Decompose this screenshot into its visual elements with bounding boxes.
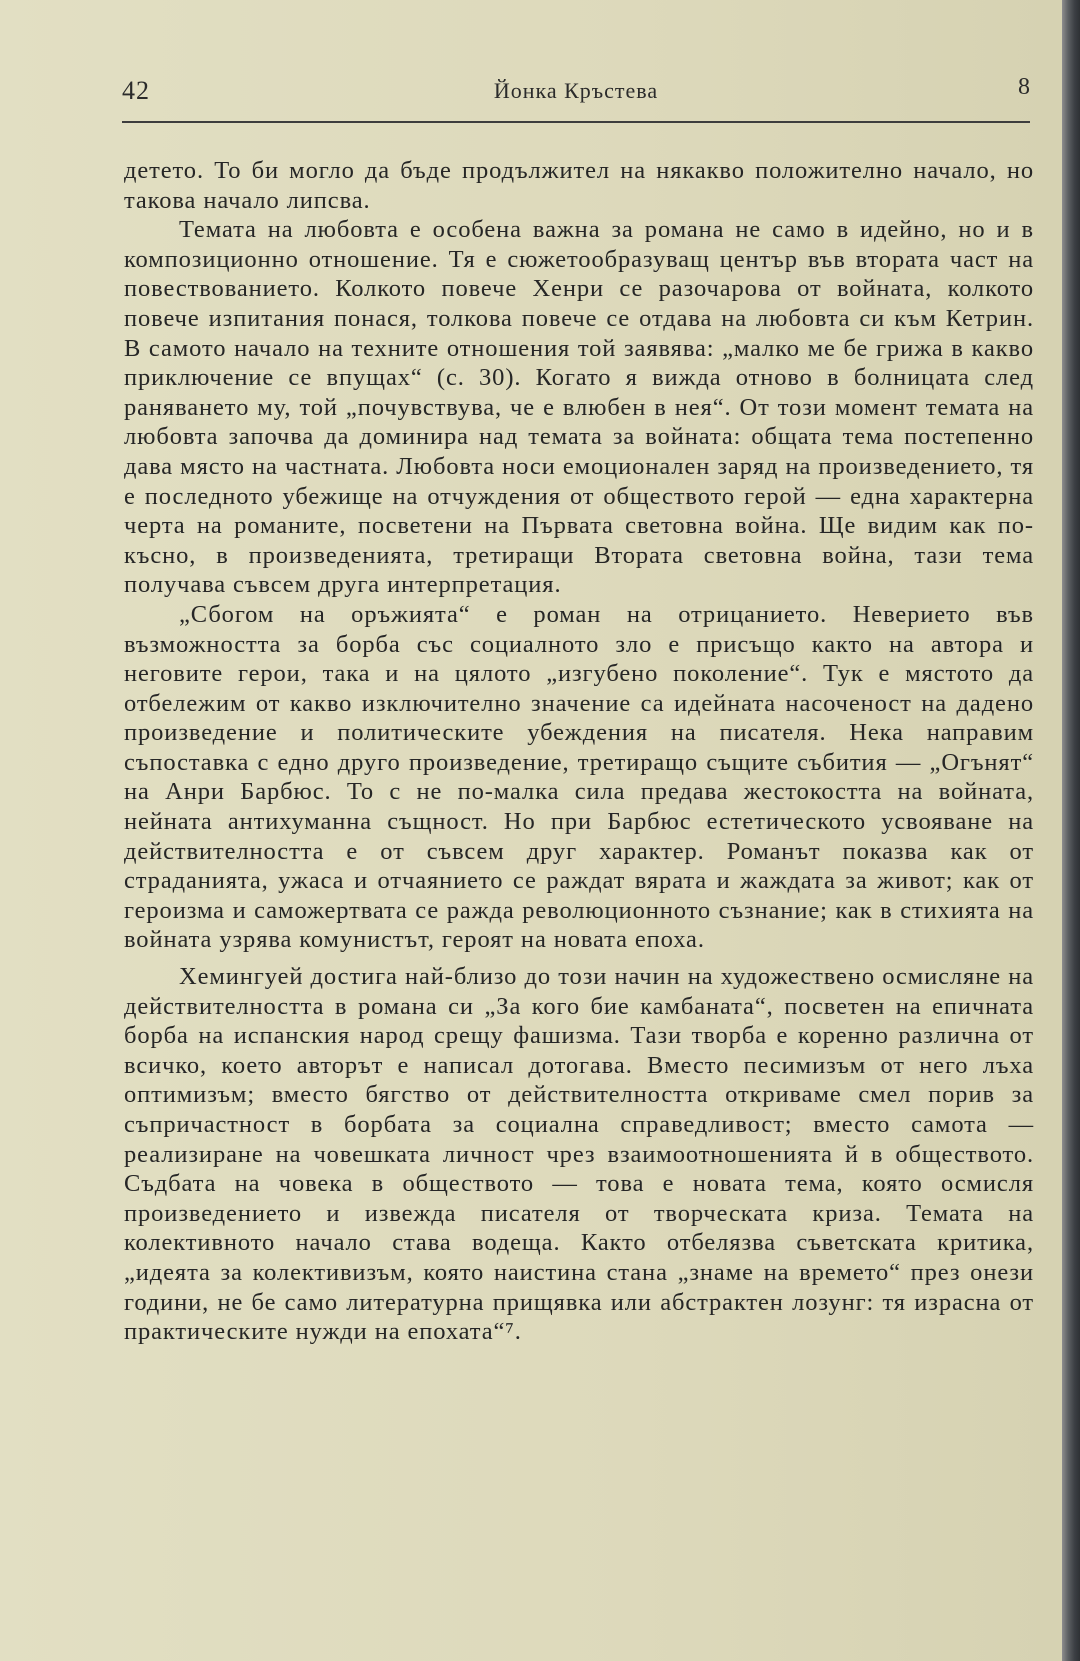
page-header: [122, 76, 1030, 116]
paragraph-love-theme: Темата на любовта е особена важна за романа не само в идейно, но и в композиционно отношение. Тя е сюжетообразуващ център във втората част на повествованието. Колкото повече Хенри се разочарова от войната, колкото повече изпитания понася, толкова повече се отдава на любовта си към Кетрин. В самото начало на техните отношения той заявява: „малко ме бе грижа в какво приключение се впущах“ (с. 30). Когато я вижда отново в болницата след раняването му, той „почувствува, че е влюбен в нея“. От този момент темата на любовта започва да доминира над темата за войната: общата тема постепенно дава място на частната. Любовта носи емоционален заряд на произведението, тя е последното убежище на отчуждения от обществото герой — една характерна черта на романите, посветени на Първата световна война. Ще видим как по-късно, в произведенията, третиращи Втората световна война, тази тема получава съвсем друга интерпретация.: [124, 216, 1034, 599]
header-rule: [122, 121, 1030, 123]
paragraph-farewell-to-arms: „Сбогом на оръжията“ е роман на отрицанието. Неверието във възможността за борба със социалното зло е присъщо както на автора и неговите герои, така и на цялото „изгубено поколение“. Тук е мястото да отбележим от какво изключително значение са идейната насоченост на дадено произведение и политическите убеждения на писателя. Нека направим съпоставка с едно друго произведение, третиращо същите събития — „Огънят“ на Анри Барбюс. То с не по-малка сила предава жестокостта на войната, нейната антихуманна същност. Но при Барбюс естетическото усвояване на действителността е от съвсем друг характер. Романът показва как от страданията, ужаса и отчаянието се раждат вярата и жаждата за живот; как от героизма и саможертвата се ражда революционното съзнание; как в стихията на войната узрява комунистът, героят на новата епоха.: [124, 600, 1034, 954]
paragraph-for-whom-the-bell-tolls: Хемингуей достига най-близо до този начин на художествено осмисляне на действителността в романа си „За кого бие камбаната“, посветен на епичната борба на испанския народ срещу фашизма. Тази творба е коренно различна от всичко, което авторът е написал дотогава. Вместо песимизъм от него лъха оптимизъм; вместо бягство от действителността откриваме смел порив за съпричастност в борбата за социална справедливост; вместо самота — реализиране на човешката личност чрез взаимоотношенията й в обществото. Съдбата на човека в обществото — това е новата тема, която осмисля произведението и извежда писателя от творческата криза. Темата на колективното начало става водеща. Както отбелязва съветската критика, „идеята за колективизъм, която наистина стана „знаме на времето“ през онези години, не бе само литературна прищявка или абстрактен лозунг: тя израсна от практическите нужди на епохата“⁷.: [124, 963, 1034, 1346]
book-binding-edge: [1062, 0, 1080, 1661]
paragraph-continued: детето. То би могло да бъде продължител на някакво положително начало, но такова начало липсва.: [124, 157, 1034, 214]
running-head: Йонка Кръстева: [493, 78, 659, 103]
signature-mark: 8: [1018, 74, 1030, 100]
body-text: [124, 156, 1034, 1347]
page-number: 42: [122, 76, 150, 105]
